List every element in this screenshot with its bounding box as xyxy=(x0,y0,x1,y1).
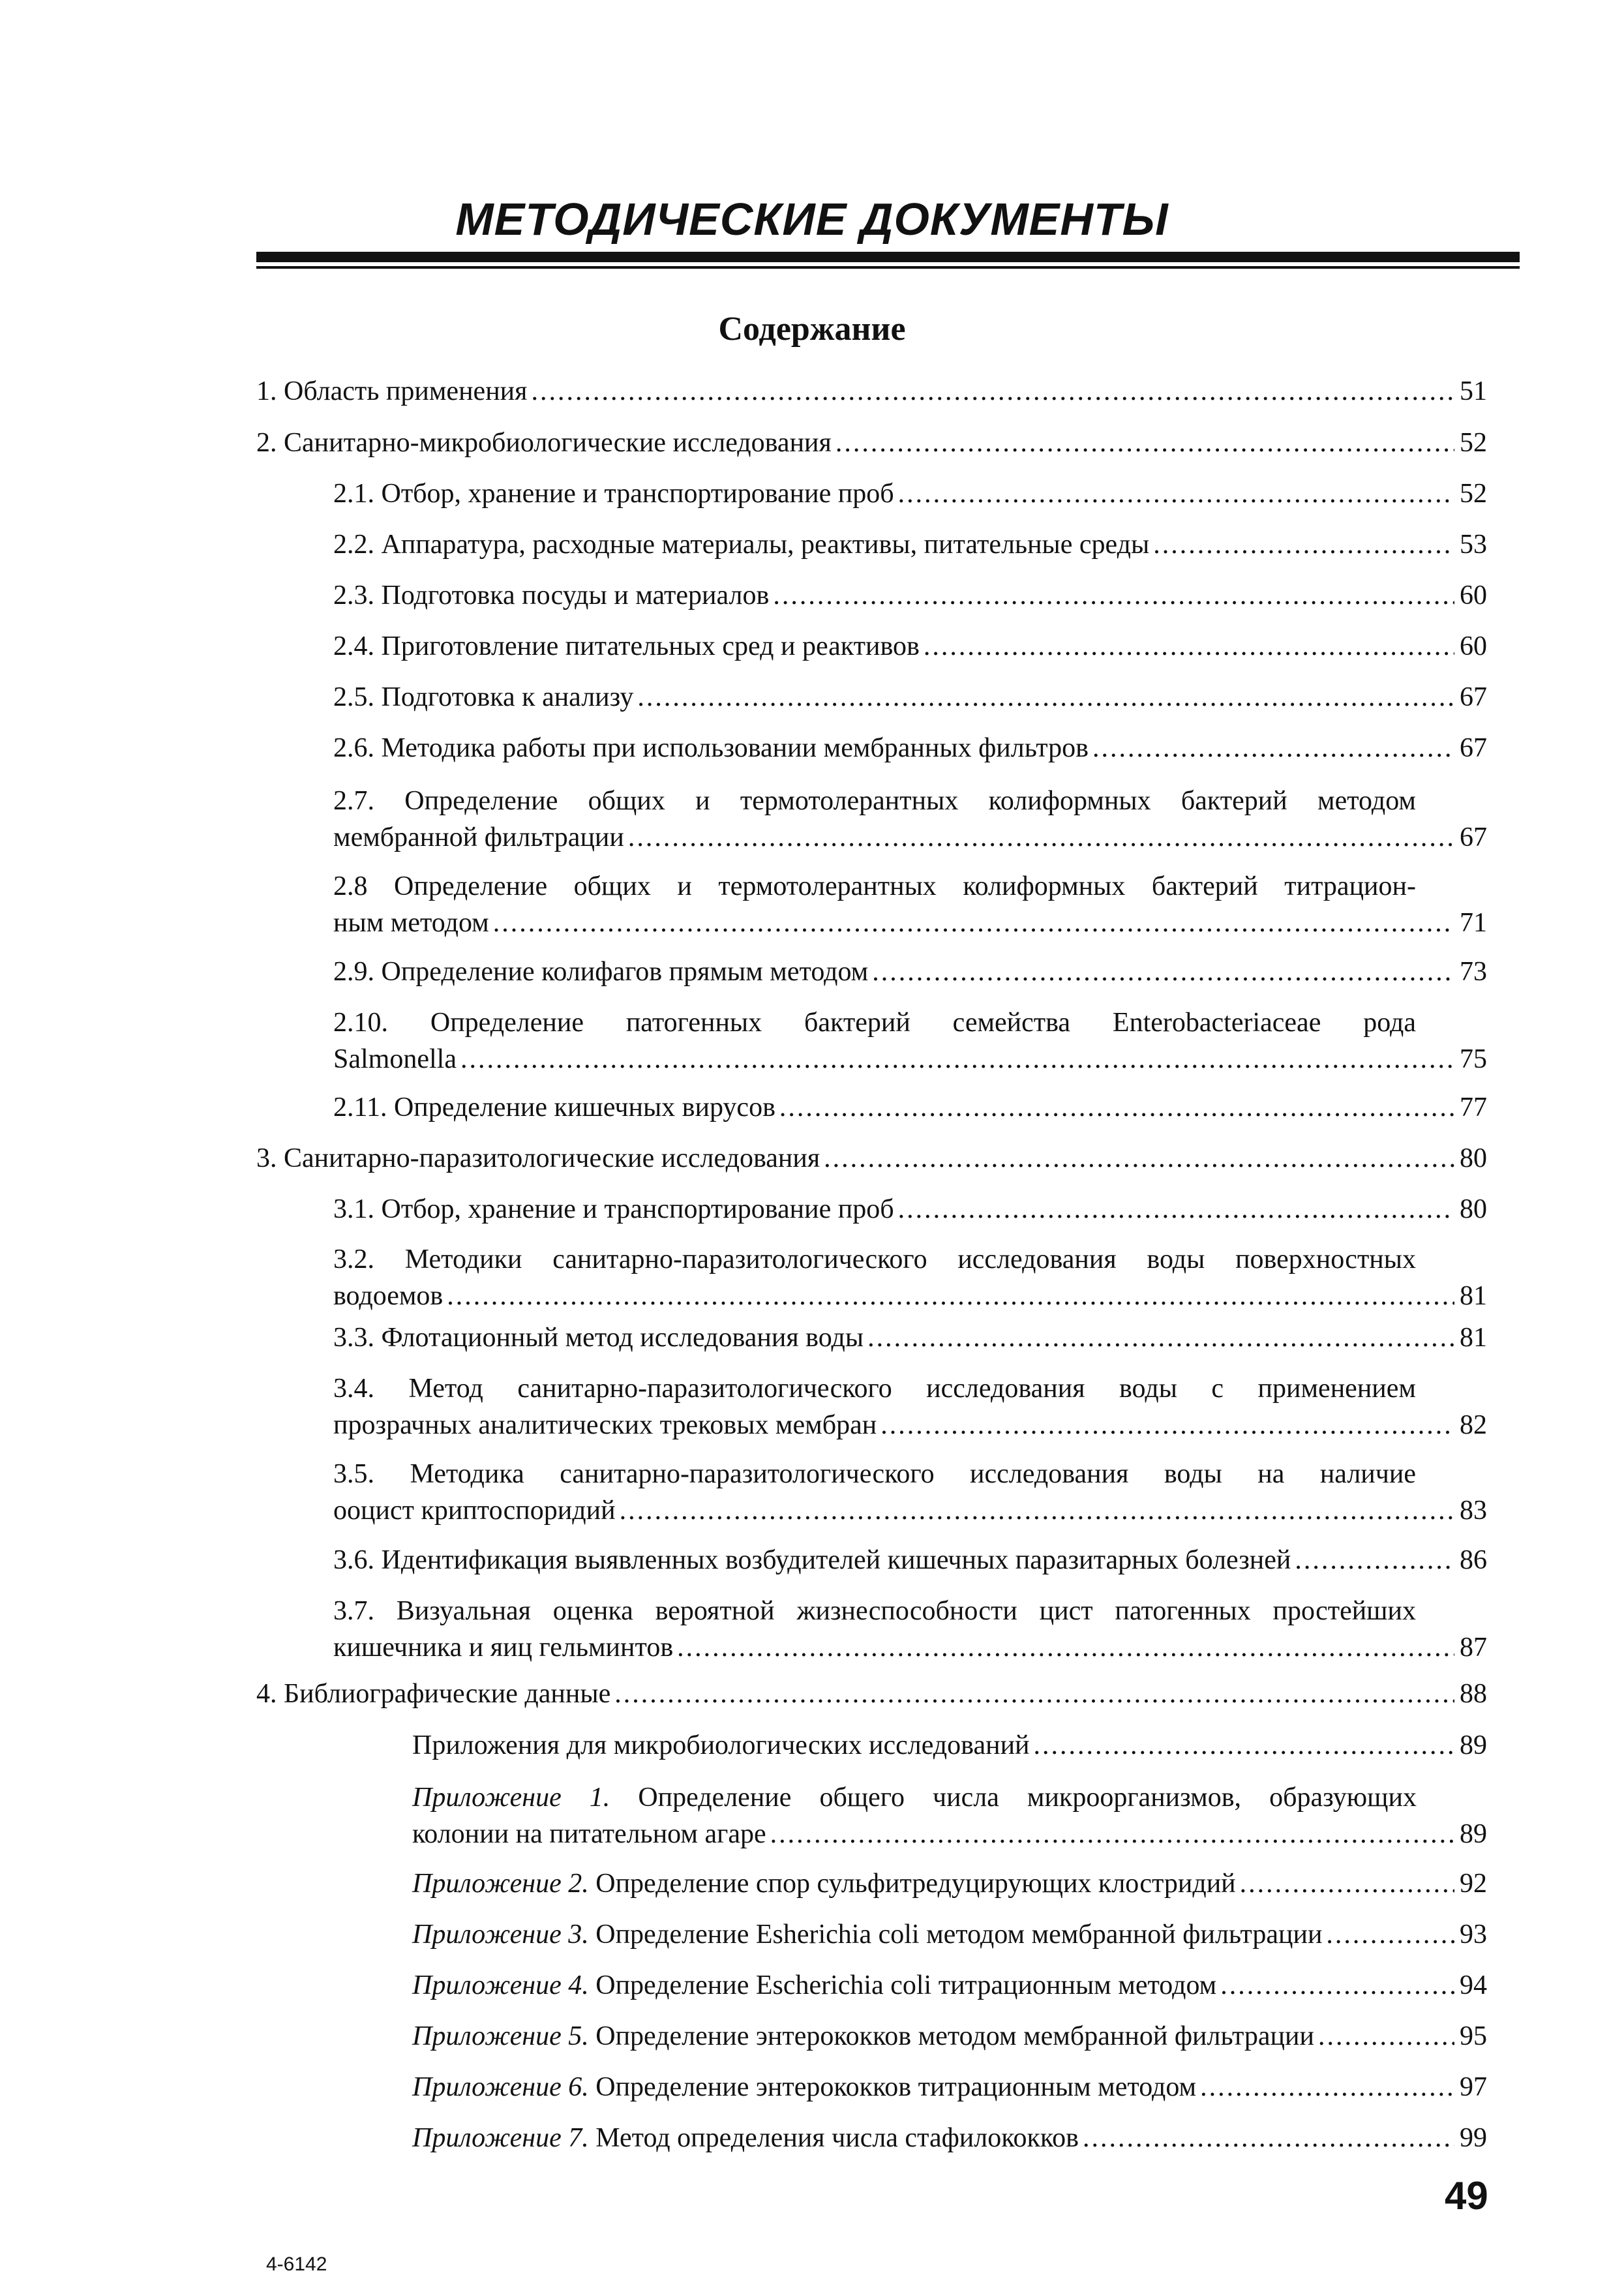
toc-entry-text: 2.1. Отбор, хранение и транспортирование проб xyxy=(333,479,894,509)
toc-entry-page: 80 xyxy=(1460,1143,1487,1173)
toc-entry[interactable] xyxy=(333,577,1487,614)
toc-entry-text: 2.2. Аппаратура, расходные материалы, реактивы, питательные среды xyxy=(333,530,1150,560)
toc-entry-text: ооцист криптоспоридий xyxy=(333,1496,616,1526)
toc-entry-page: 60 xyxy=(1460,631,1487,661)
toc-entry-text: Определение Esherichia coli методом мембранной фильтрации xyxy=(595,1920,1323,1950)
toc-entry-page: 88 xyxy=(1460,1679,1487,1709)
toc-entry-text-line1: 3.5. Методика санитарно-паразитологического исследования воды на наличие xyxy=(333,1459,1416,1489)
toc-entry[interactable] xyxy=(333,1191,1487,1228)
toc-entry-text: Метод определения числа стафилококков xyxy=(595,2123,1079,2153)
toc-entry-text: прозрачных аналитических трековых мембран xyxy=(333,1410,877,1440)
toc-entry-text-line1: 3.4. Метод санитарно-паразитологического исследования воды с применением xyxy=(333,1374,1416,1404)
print-code: 4-6142 xyxy=(266,2253,327,2275)
toc-entry-page: 80 xyxy=(1460,1194,1487,1224)
toc-entry-page: 77 xyxy=(1460,1092,1487,1122)
appendix-label: Приложение 3. xyxy=(412,1920,589,1950)
toc-entry-text: 2.3. Подготовка посуды и материалов xyxy=(333,580,770,610)
toc-entry-page: 53 xyxy=(1460,530,1487,560)
toc-entry[interactable] xyxy=(333,868,1487,941)
toc-entry-page: 71 xyxy=(1460,908,1487,938)
toc-entry-page: 81 xyxy=(1460,1323,1487,1353)
toc-entry-page: 51 xyxy=(1460,376,1487,406)
toc-entry[interactable] xyxy=(256,425,1487,461)
toc-entry[interactable] xyxy=(256,1140,1487,1177)
toc-entry-text: 2.11. Определение кишечных вирусов xyxy=(333,1092,775,1122)
toc-entry-page: 67 xyxy=(1460,822,1487,852)
appendix-label: Приложение 4. xyxy=(412,1970,589,2000)
toc-entry[interactable] xyxy=(412,1727,1487,1764)
toc-entry[interactable] xyxy=(333,954,1487,990)
toc-entry-text: Определение энтерококков методом мембранной фильтрации xyxy=(595,2021,1314,2051)
toc-entry-page: 93 xyxy=(1460,1920,1487,1950)
toc-entry-text-line1: 2.8 Определение общих и термотолерантных колиформных бактерий титрацион- xyxy=(333,871,1416,901)
toc-entry[interactable] xyxy=(333,628,1487,665)
toc-entry-text: 2.9. Определение колифагов прямым методом xyxy=(333,957,869,987)
toc-entry[interactable] xyxy=(333,526,1487,563)
toc-entry[interactable] xyxy=(333,1004,1487,1077)
toc-entry-page: 52 xyxy=(1460,428,1487,458)
toc-entry-text-line1: Определение общего числа микроорганизмов, образующих xyxy=(638,1783,1417,1813)
toc-entry-text: Определение Escherichia coli титрационным методом xyxy=(595,1970,1217,2000)
toc-entry-text: 3. Санитарно-паразитологические исследования xyxy=(256,1143,820,1173)
toc-entry-text: 1. Область применения xyxy=(256,376,528,406)
toc-entry-text: ным методом xyxy=(333,908,489,938)
toc-entry[interactable] xyxy=(412,1967,1487,2004)
toc-heading: Содержание xyxy=(718,310,906,348)
toc-entry-text: Salmonella xyxy=(333,1044,457,1074)
toc-entry-page: 67 xyxy=(1460,733,1487,763)
toc-entry-text: 4. Библиографические данные xyxy=(256,1679,611,1709)
toc-entry-page: 81 xyxy=(1460,1281,1487,1311)
toc-entry-text: Приложения для микробиологических исследований xyxy=(412,1730,1030,1760)
toc-entry-text: мембранной фильтрации xyxy=(333,822,624,852)
toc-entry-page: 60 xyxy=(1460,580,1487,610)
toc-entry-text: 3.3. Флотационный метод исследования воды xyxy=(333,1323,864,1353)
toc-entry-text: кишечника и яиц гельминтов xyxy=(333,1633,674,1663)
toc-entry[interactable] xyxy=(333,1319,1487,1356)
toc-entry-text-line1: 3.7. Визуальная оценка вероятной жизнеспособности цист патогенных простейших xyxy=(333,1596,1416,1626)
toc-entry-page: 99 xyxy=(1460,2123,1487,2153)
toc-entry[interactable] xyxy=(333,1456,1487,1529)
toc-entry[interactable] xyxy=(256,373,1487,410)
toc-entry-text: 3.1. Отбор, хранение и транспортирование проб xyxy=(333,1194,894,1224)
toc-entry[interactable] xyxy=(412,2120,1487,2156)
toc-entry-text-line1: 3.2. Методики санитарно-паразитологического исследования воды поверхностных xyxy=(333,1244,1416,1274)
toc-entry[interactable] xyxy=(412,2018,1487,2055)
toc-entry-page: 94 xyxy=(1460,1970,1487,2000)
toc-entry-page: 82 xyxy=(1460,1410,1487,1440)
page-number: 49 xyxy=(1445,2174,1488,2218)
toc-entry[interactable] xyxy=(333,783,1487,856)
toc-entry-text: колонии на питательном агаре xyxy=(412,1819,766,1849)
toc-entry-page: 52 xyxy=(1460,479,1487,509)
appendix-label: Приложение 2. xyxy=(412,1869,589,1899)
toc-entry-page: 86 xyxy=(1460,1545,1487,1575)
toc-entry-text-line1: 2.7. Определение общих и термотолерантных колиформных бактерий методом xyxy=(333,786,1416,816)
toc-entry[interactable] xyxy=(333,475,1487,512)
toc-entry[interactable] xyxy=(333,730,1487,766)
toc-entry-page: 87 xyxy=(1460,1633,1487,1663)
toc-entry[interactable] xyxy=(412,2069,1487,2105)
toc-entry-text-line1: 2.10. Определение патогенных бактерий семейства Enterobacteriaceae рода xyxy=(333,1008,1416,1038)
appendix-label: Приложение 6. xyxy=(412,2072,589,2102)
toc-entry[interactable] xyxy=(333,1593,1487,1666)
toc-entry-text: 2.5. Подготовка к анализу xyxy=(333,682,634,712)
toc-entry-text: 3.6. Идентификация выявленных возбудителей кишечных паразитарных болезней xyxy=(333,1545,1291,1575)
toc-entry-text: 2.6. Методика работы при использовании мембранных фильтров xyxy=(333,733,1089,763)
toc-entry[interactable] xyxy=(412,1916,1487,1953)
document-header-title: МЕТОДИЧЕСКИЕ ДОКУМЕНТЫ xyxy=(455,194,1169,245)
appendix-label: Приложение 7. xyxy=(412,2123,589,2153)
toc-entry[interactable] xyxy=(333,679,1487,716)
toc-entry-text: 2.4. Приготовление питательных сред и реактивов xyxy=(333,631,920,661)
toc-entry-text: Определение спор сульфитредуцирующих клостридий xyxy=(595,1869,1236,1899)
toc-entry[interactable] xyxy=(333,1542,1487,1578)
toc-entry-page: 89 xyxy=(1460,1819,1487,1849)
toc-entry-page: 89 xyxy=(1460,1730,1487,1760)
toc-entry[interactable] xyxy=(333,1370,1487,1443)
toc-entry-page: 97 xyxy=(1460,2072,1487,2102)
toc-entry[interactable] xyxy=(256,1676,1487,1712)
toc-entry-page: 83 xyxy=(1460,1496,1487,1526)
appendix-label: Приложение 1. xyxy=(412,1783,610,1813)
toc-entry-page: 73 xyxy=(1460,957,1487,987)
toc-entry-page: 95 xyxy=(1460,2021,1487,2051)
toc-entry-text: водоемов xyxy=(333,1281,444,1311)
toc-entry[interactable] xyxy=(412,1779,1487,1852)
toc-entry-text: Определение энтерококков титрационным методом xyxy=(595,2072,1197,2102)
toc-entry-page: 92 xyxy=(1460,1869,1487,1899)
toc-entry-text: 2. Санитарно-микробиологические исследования xyxy=(256,428,832,458)
toc-entry-page: 67 xyxy=(1460,682,1487,712)
toc-entry[interactable] xyxy=(333,1241,1487,1314)
toc-entry[interactable] xyxy=(333,1089,1487,1126)
toc-entry[interactable] xyxy=(412,1865,1487,1902)
appendix-label: Приложение 5. xyxy=(412,2021,589,2051)
toc-entry-page: 75 xyxy=(1460,1044,1487,1074)
